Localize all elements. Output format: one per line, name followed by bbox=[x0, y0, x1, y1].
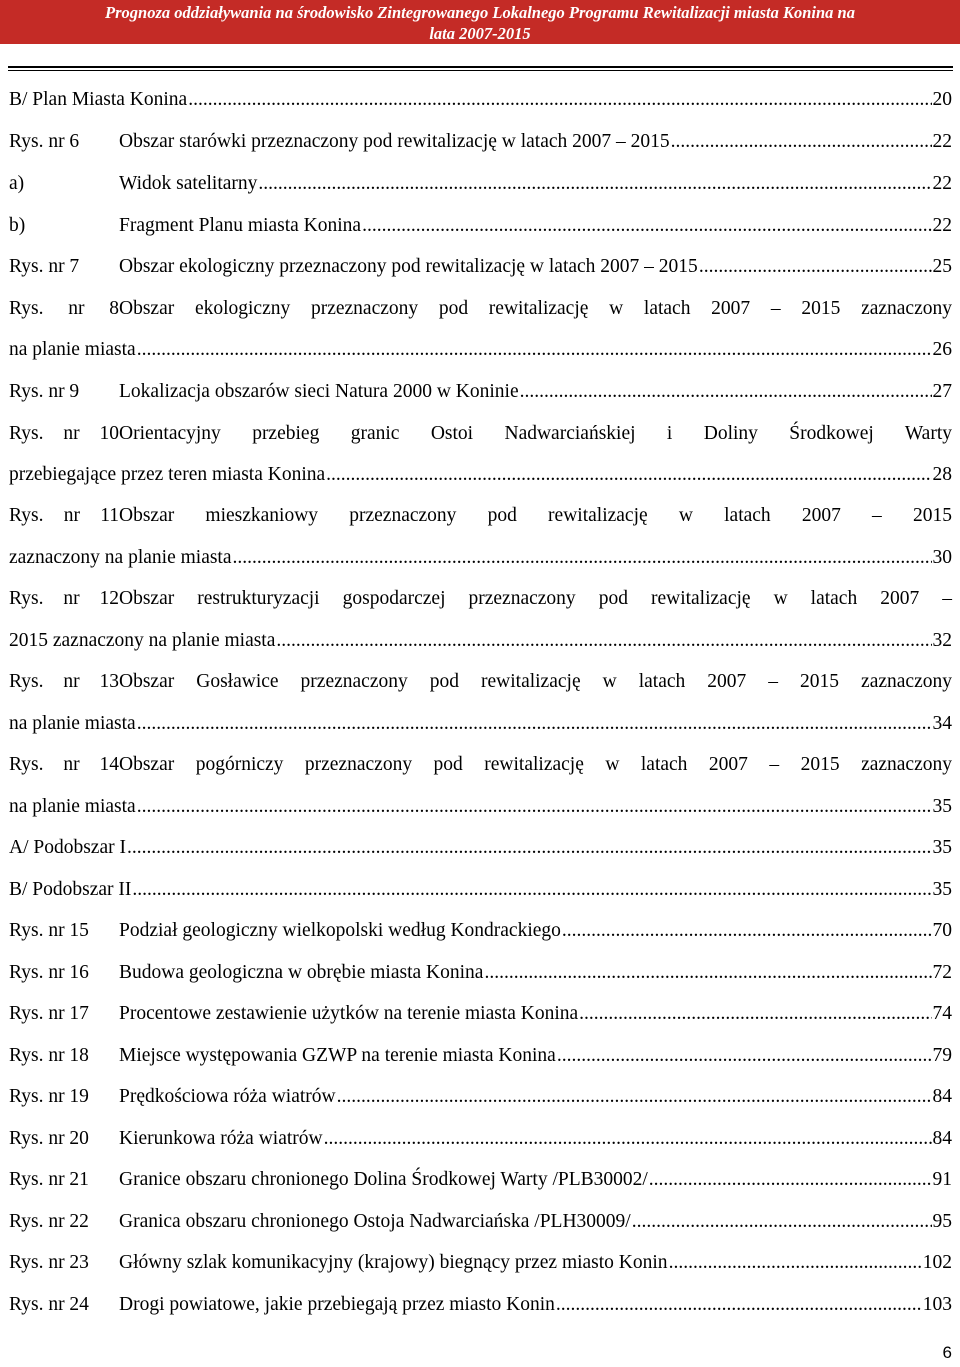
dot-leader bbox=[137, 336, 932, 364]
dot-leader bbox=[127, 834, 932, 862]
entry-title: Obszar restrukturyzacji gospodarczej przeznaczony pod rewitalizację w latach 2007 – bbox=[119, 588, 952, 609]
toc-entry[interactable] bbox=[9, 170, 952, 198]
toc-entry[interactable] bbox=[9, 751, 952, 779]
dot-leader bbox=[556, 1291, 922, 1319]
toc-entry[interactable] bbox=[9, 627, 952, 655]
entry-title: Procentowe zestawienie użytków na terenie miasta Konina bbox=[119, 1003, 579, 1024]
dot-leader bbox=[137, 793, 932, 821]
figure-label: Rys. nr 13 bbox=[9, 671, 119, 692]
page-ref: 84 bbox=[932, 1086, 952, 1107]
entry-title: przebiegające przez teren miasta Konina bbox=[9, 464, 326, 485]
toc-entry[interactable] bbox=[9, 959, 952, 987]
entry-title: Podział geologiczny wielkopolski według Kondrackiego bbox=[119, 920, 561, 941]
page-ref: 35 bbox=[932, 796, 952, 817]
toc-entry[interactable] bbox=[9, 1000, 952, 1028]
entry-title: B/ Podobszar II bbox=[9, 879, 132, 900]
dot-leader bbox=[324, 1125, 932, 1153]
toc-entry[interactable] bbox=[9, 128, 952, 156]
entry-title: Granice obszaru chronionego Dolina Środkowej Warty /PLB30002/ bbox=[119, 1169, 648, 1190]
dot-leader bbox=[649, 1166, 932, 1194]
figure-label: Rys. nr 16 bbox=[9, 962, 89, 983]
entry-title: Granica obszaru chronionego Ostoja Nadwarciańska /PLH30009/ bbox=[119, 1211, 631, 1232]
figure-label: Rys. nr 22 bbox=[9, 1211, 89, 1232]
dot-leader bbox=[520, 378, 932, 406]
dot-leader bbox=[362, 212, 931, 240]
header-line-2: lata 2007-2015 bbox=[429, 24, 531, 43]
page-ref: 102 bbox=[922, 1252, 952, 1273]
figure-label: Rys. nr 20 bbox=[9, 1128, 89, 1149]
page-ref: 25 bbox=[932, 256, 952, 277]
dot-leader bbox=[188, 86, 931, 114]
toc-entry[interactable] bbox=[9, 1125, 952, 1153]
entry-title: Drogi powiatowe, jakie przebiegają przez miasto Konin bbox=[119, 1294, 555, 1315]
entry-title: Widok satelitarny bbox=[119, 173, 258, 194]
toc-entry[interactable] bbox=[9, 1083, 952, 1111]
figure-label: Rys. nr 11 bbox=[9, 505, 119, 526]
page-ref: 72 bbox=[932, 962, 952, 983]
toc-entry[interactable] bbox=[9, 1166, 952, 1194]
entry-title: Obszar ekologiczny przeznaczony pod rewitalizację w latach 2007 – 2015 bbox=[119, 256, 698, 277]
entry-title: A/ Podobszar I bbox=[9, 837, 126, 858]
toc-entry[interactable] bbox=[9, 668, 952, 696]
page-ref: 35 bbox=[932, 837, 952, 858]
toc-entry[interactable] bbox=[9, 917, 952, 945]
entry-title: Miejsce występowania GZWP na terenie miasta Konina bbox=[119, 1045, 556, 1066]
entry-title: Budowa geologiczna w obrębie miasta Konina bbox=[119, 962, 484, 983]
toc-entry[interactable] bbox=[9, 461, 952, 489]
page-ref: 84 bbox=[932, 1128, 952, 1149]
entry-title: Orientacyjny przebieg granic Ostoi Nadwarciańskiej i Doliny Środkowej Warty bbox=[119, 423, 952, 444]
entry-title: Obszar mieszkaniowy przeznaczony pod rewitalizację w latach 2007 – 2015 bbox=[119, 505, 952, 526]
document-header bbox=[0, 0, 960, 44]
figure-label: Rys. nr 6 bbox=[9, 131, 80, 152]
entry-title: na planie miasta bbox=[9, 339, 136, 360]
page-ref: 35 bbox=[932, 879, 952, 900]
figure-label: Rys. nr 18 bbox=[9, 1045, 89, 1066]
dot-leader bbox=[699, 253, 932, 281]
figure-label: Rys. nr 12 bbox=[9, 588, 119, 609]
page-ref: 22 bbox=[932, 215, 952, 236]
toc-entry[interactable] bbox=[9, 336, 952, 364]
entry-title: Obszar pogórniczy przeznaczony pod rewitalizację w latach 2007 – 2015 zaznaczony bbox=[119, 754, 952, 775]
figure-label: Rys. nr 21 bbox=[9, 1169, 89, 1190]
figure-label: Rys. nr 15 bbox=[9, 920, 89, 941]
page-ref: 20 bbox=[932, 89, 952, 110]
figure-label: Rys. nr 7 bbox=[9, 256, 80, 277]
entry-title: Obszar ekologiczny przeznaczony pod rewitalizację w latach 2007 – 2015 zaznaczony bbox=[119, 298, 952, 319]
header-rule-thin bbox=[8, 70, 953, 71]
figure-label: Rys. nr 9 bbox=[9, 381, 80, 402]
entry-title: Fragment Planu miasta Konina bbox=[119, 215, 362, 236]
dot-leader bbox=[671, 128, 932, 156]
page-ref: 32 bbox=[932, 630, 952, 651]
dot-leader bbox=[132, 876, 931, 904]
figure-label: Rys. nr 17 bbox=[9, 1003, 89, 1024]
toc-entry[interactable] bbox=[9, 544, 952, 572]
figure-label: Rys. nr 8 bbox=[9, 298, 119, 319]
page-ref: 22 bbox=[932, 131, 952, 152]
figure-label: a) bbox=[9, 173, 25, 194]
page-ref: 91 bbox=[932, 1169, 952, 1190]
header-rule-thick bbox=[8, 66, 953, 68]
page-ref: 34 bbox=[932, 713, 952, 734]
toc-entry[interactable] bbox=[9, 793, 952, 821]
toc-entry[interactable] bbox=[9, 1291, 952, 1319]
page-ref: 22 bbox=[932, 173, 952, 194]
page-ref: 27 bbox=[932, 381, 952, 402]
dot-leader bbox=[258, 170, 931, 198]
entry-title: na planie miasta bbox=[9, 713, 136, 734]
entry-title: zaznaczony na planie miasta bbox=[9, 547, 232, 568]
header-line-1: Prognoza oddziaływania na środowisko Zintegrowanego Lokalnego Programu Rewitalizacji miasta Konina na bbox=[105, 3, 855, 22]
dot-leader bbox=[276, 627, 931, 655]
toc-entry[interactable] bbox=[9, 1042, 952, 1070]
page-ref: 30 bbox=[932, 547, 952, 568]
page-ref: 95 bbox=[932, 1211, 952, 1232]
dot-leader bbox=[326, 461, 931, 489]
page-ref: 103 bbox=[922, 1294, 952, 1315]
entry-title: Lokalizacja obszarów sieci Natura 2000 w Koninie bbox=[119, 381, 519, 402]
dot-leader bbox=[669, 1249, 922, 1277]
dot-leader bbox=[557, 1042, 932, 1070]
figure-label: Rys. nr 10 bbox=[9, 423, 119, 444]
page-ref: 28 bbox=[932, 464, 952, 485]
toc-entry[interactable] bbox=[9, 86, 952, 114]
figure-label: b) bbox=[9, 215, 26, 236]
entry-title: Kierunkowa róża wiatrów bbox=[119, 1128, 323, 1149]
figure-label: Rys. nr 23 bbox=[9, 1252, 89, 1273]
toc-entry[interactable] bbox=[9, 295, 952, 323]
dot-leader bbox=[484, 959, 931, 987]
toc-entry[interactable] bbox=[9, 378, 952, 406]
entry-title: 2015 zaznaczony na planie miasta bbox=[9, 630, 276, 651]
toc-entry[interactable] bbox=[9, 710, 952, 738]
entry-title: B/ Plan Miasta Konina bbox=[9, 89, 188, 110]
page-number: 6 bbox=[942, 1343, 952, 1362]
figure-label: Rys. nr 24 bbox=[9, 1294, 89, 1315]
page-ref: 26 bbox=[932, 339, 952, 360]
toc-entry[interactable] bbox=[9, 502, 952, 530]
dot-leader bbox=[137, 710, 932, 738]
dot-leader bbox=[562, 917, 932, 945]
toc-entry[interactable] bbox=[9, 212, 952, 240]
toc-entry[interactable] bbox=[9, 420, 952, 448]
figure-label: Rys. nr 19 bbox=[9, 1086, 89, 1107]
dot-leader bbox=[337, 1083, 932, 1111]
dot-leader bbox=[579, 1000, 931, 1028]
page-ref: 74 bbox=[932, 1003, 952, 1024]
dot-leader bbox=[632, 1208, 932, 1236]
entry-title: na planie miasta bbox=[9, 796, 136, 817]
page-ref: 70 bbox=[932, 920, 952, 941]
toc-entry[interactable] bbox=[9, 876, 952, 904]
entry-title: Prędkościowa róża wiatrów bbox=[119, 1086, 336, 1107]
figure-label: Rys. nr 14 bbox=[9, 754, 119, 775]
toc-entry[interactable] bbox=[9, 1208, 952, 1236]
entry-title: Obszar starówki przeznaczony pod rewitalizację w latach 2007 – 2015 bbox=[119, 131, 670, 152]
entry-title: Obszar Gosławice przeznaczony pod rewitalizację w latach 2007 – 2015 zaznaczony bbox=[119, 671, 952, 692]
toc-entry[interactable] bbox=[9, 585, 952, 613]
dot-leader bbox=[233, 544, 932, 572]
page-ref: 79 bbox=[932, 1045, 952, 1066]
toc-entry[interactable] bbox=[9, 834, 952, 862]
entry-title: Główny szlak komunikacyjny (krajowy) biegnący przez miasto Konin bbox=[119, 1252, 668, 1273]
toc-entry[interactable] bbox=[9, 1249, 952, 1277]
toc-entry[interactable] bbox=[9, 253, 952, 281]
